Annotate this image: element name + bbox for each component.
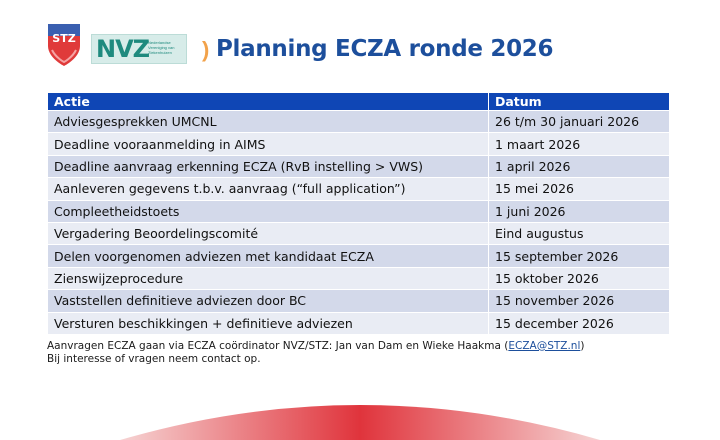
cell-datum: 1 april 2026 [489,155,670,177]
contact-invite: Bij interesse of vragen neem contact op. [47,353,261,365]
footer-band [120,380,600,440]
cell-actie: Versturen beschikkingen + definitieve adviezen [48,312,489,334]
nvz-logo-subtext: Nederlandse Vereniging van Ziekenhuizen [148,40,175,55]
cell-actie: Adviesgesprekken UMCNL [48,111,489,133]
cell-datum: 15 oktober 2026 [489,267,670,289]
cell-datum: 15 december 2026 [489,312,670,334]
contact-line-suffix: ) [580,340,585,352]
table-row [48,200,670,222]
nvz-logo [91,34,187,64]
cell-datum: 1 maart 2026 [489,133,670,155]
contact-line [47,340,585,353]
planning-table [47,92,670,335]
cell-actie: Zienswijzeprocedure [48,267,489,289]
cell-actie: Compleetheidstoets [48,200,489,222]
table-row [48,222,670,244]
cell-actie: Deadline aanvraag erkenning ECZA (RvB instelling > VWS) [48,155,489,177]
nvz-logo-mark: NVZ [96,35,150,63]
cell-actie: Vaststellen definitieve adviezen door BC [48,290,489,312]
table-row [48,312,670,334]
cell-datum: Eind augustus [489,222,670,244]
column-header-actie: Actie [48,93,489,111]
footer-tagline: Samen de transformatie versnellen [310,390,410,396]
contact-line-prefix: Aanvragen ECZA gaan via ECZA coördinator NVZ/STZ: Jan van Dam en Wieke Haakma ( [47,340,509,352]
cell-datum: 15 mei 2026 [489,178,670,200]
table-row [48,133,670,155]
cell-datum: 1 juni 2026 [489,200,670,222]
page-title: Planning ECZA ronde 2026 [216,36,554,62]
contact-email-link[interactable]: ECZA@STZ.nl [508,340,581,352]
table-row [48,290,670,312]
table-header-row [48,93,670,111]
table-row [48,267,670,289]
table-row [48,178,670,200]
contact-note [47,340,585,366]
cell-actie: Aanleveren gegevens t.b.v. aanvraag (“full application”) [48,178,489,200]
stz-logo-text: STZ [52,32,76,45]
column-header-datum: Datum [489,93,670,111]
table-row [48,155,670,177]
cell-datum: 15 september 2026 [489,245,670,267]
cell-datum: 15 november 2026 [489,290,670,312]
title-accent: ) [202,37,210,62]
cell-actie: Vergadering Beoordelingscomité [48,222,489,244]
cell-actie: Delen voorgenomen adviezen met kandidaat ECZA [48,245,489,267]
cell-actie: Deadline vooraanmelding in AIMS [48,133,489,155]
table-row [48,245,670,267]
stz-logo [46,22,82,68]
table-row [48,111,670,133]
cell-datum: 26 t/m 30 januari 2026 [489,111,670,133]
